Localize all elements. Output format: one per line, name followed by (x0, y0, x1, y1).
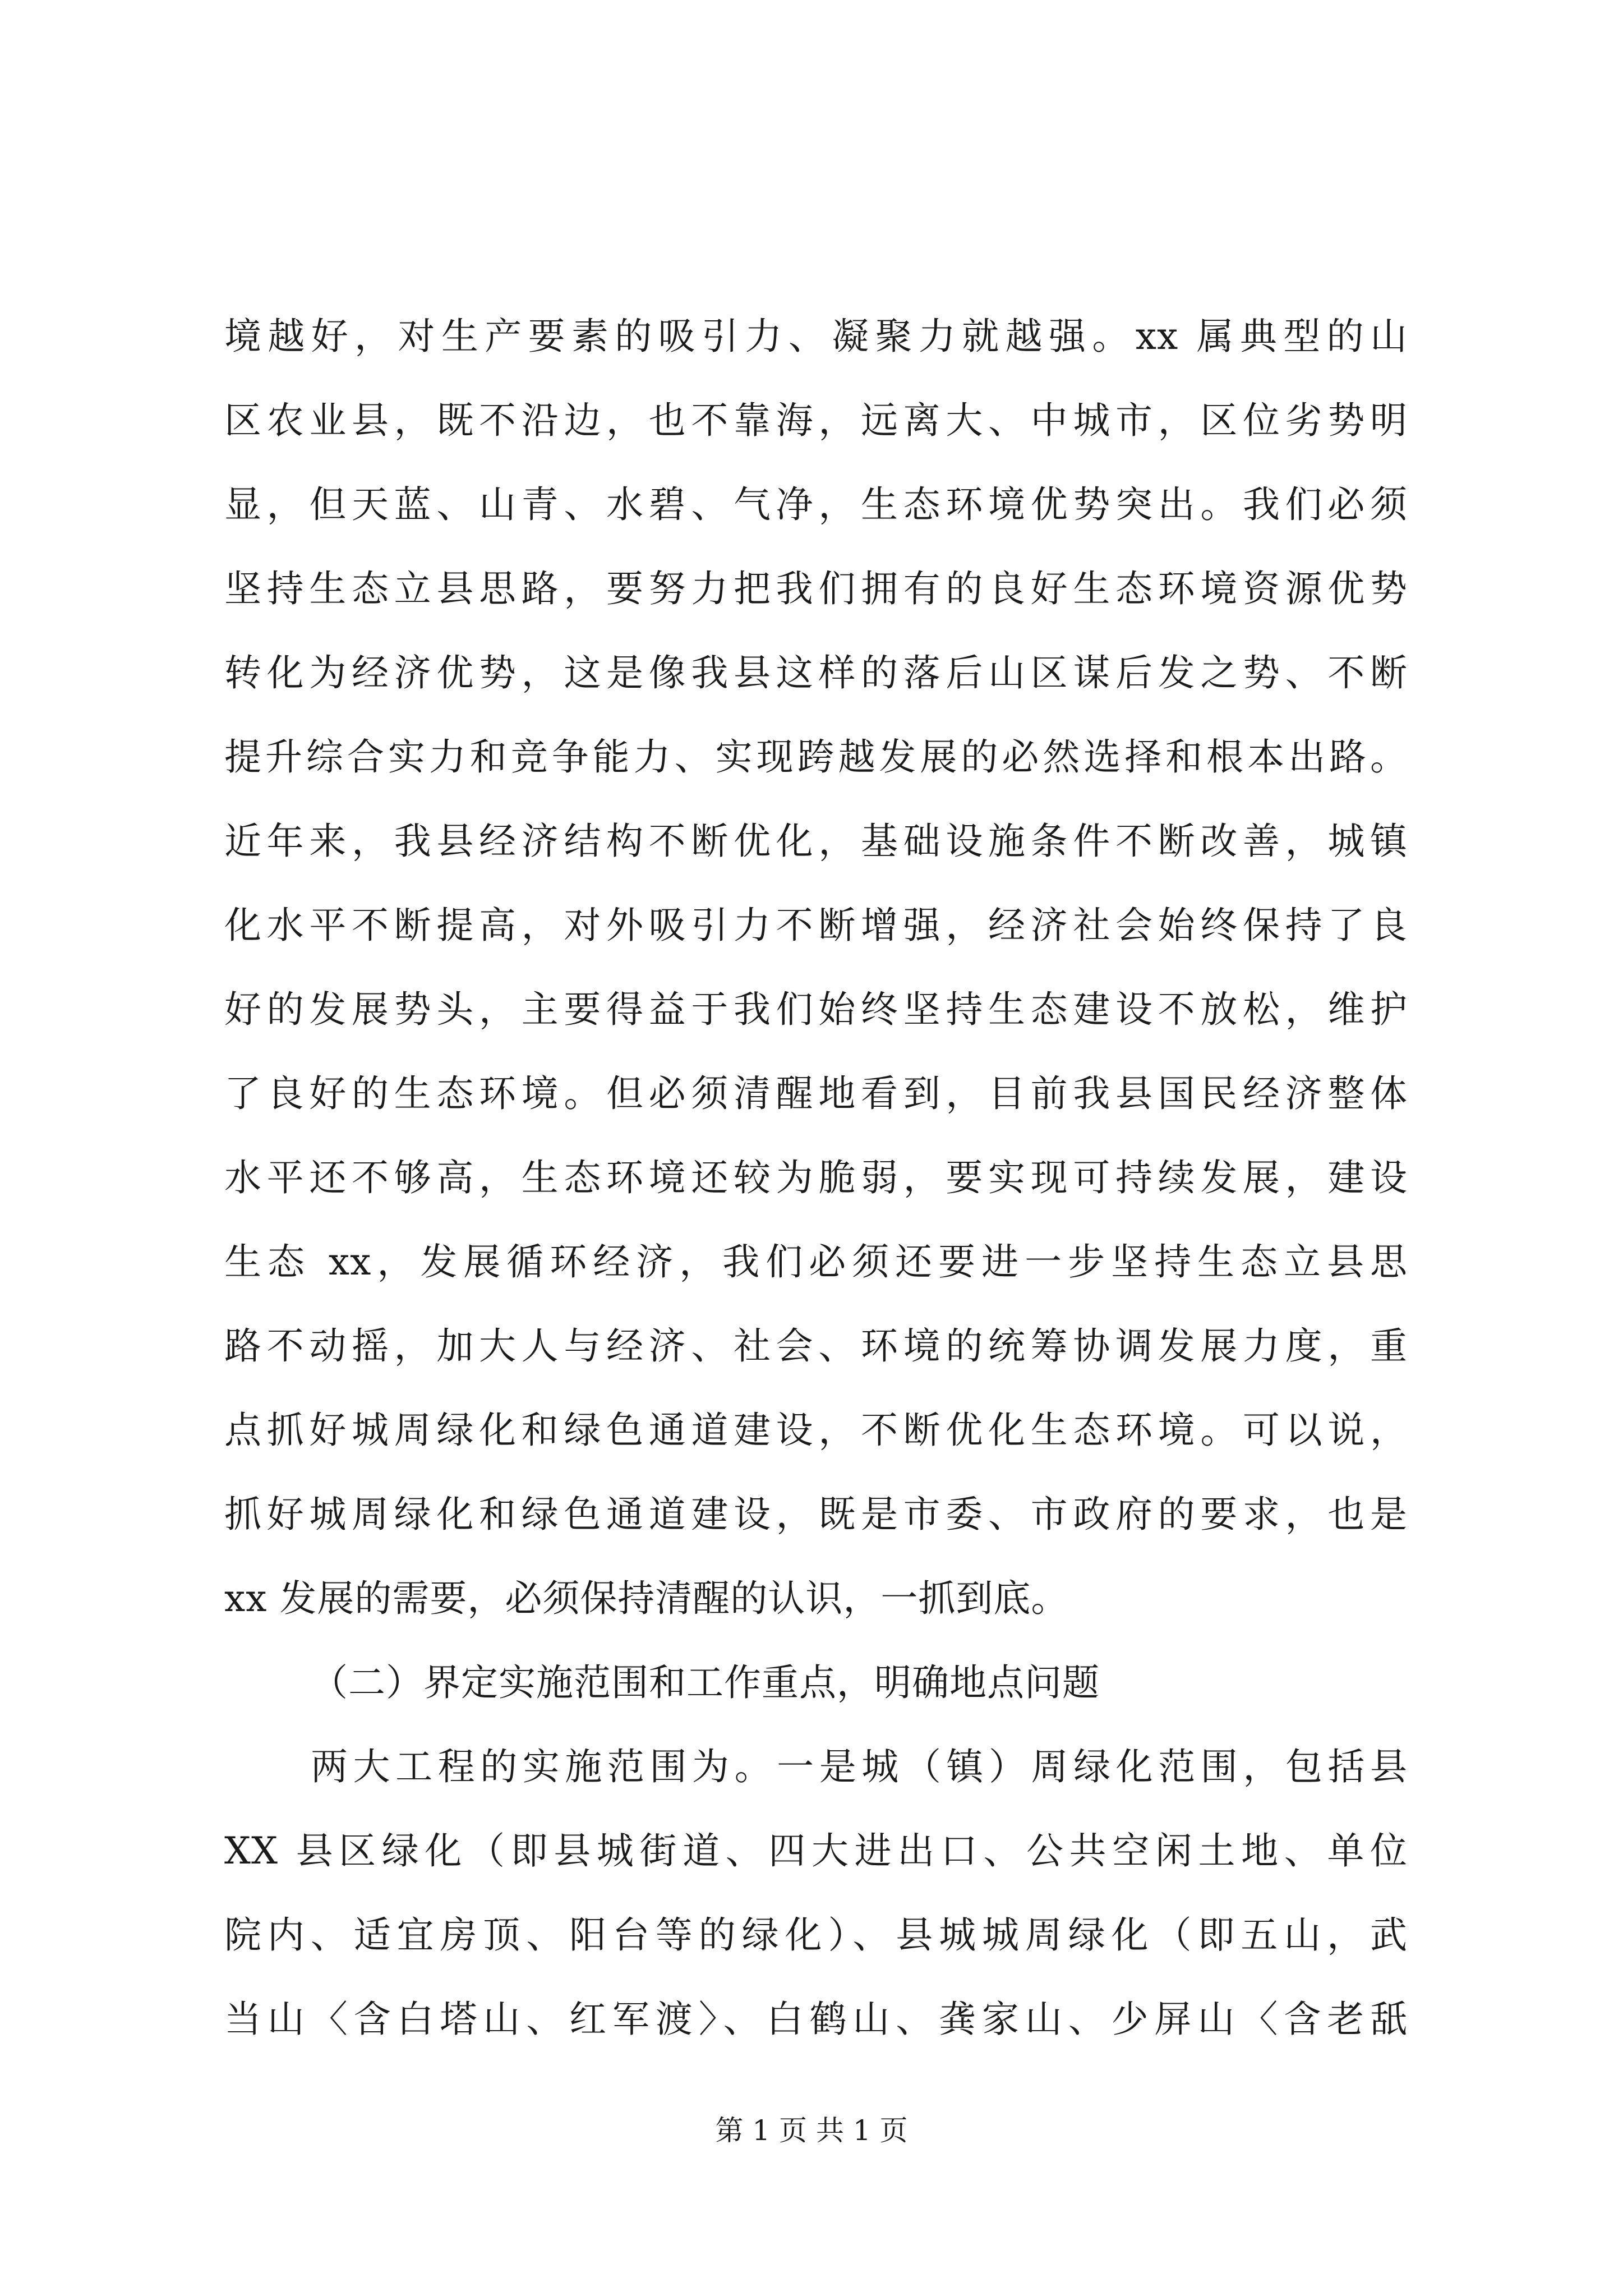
paragraph-line: 近年来，我县经济结构不断优化，基础设施条件不断改善，城镇 (224, 820, 1408, 863)
paragraph-line: 水平还不够高，生态环境还较为脆弱，要实现可持续发展，建设 (224, 1156, 1408, 1199)
paragraph-line: 好的发展势头，主要得益于我们始终坚持生态建设不放松，维护 (224, 988, 1408, 1031)
paragraph-line: 了良好的生态环境。但必须清醒地看到，目前我县国民经济整体 (224, 1072, 1408, 1115)
paragraph-line: 点抓好城周绿化和绿色通道建设，不断优化生态环境。可以说， (224, 1409, 1408, 1452)
paragraph-line: 化水平不断提高，对外吸引力不断增强，经济社会始终保持了良 (224, 904, 1408, 947)
paragraph-line: 境越好，对生产要素的吸引力、凝聚力就越强。xx 属典型的山 (224, 315, 1408, 358)
paragraph-line: 院内、适宜房顶、阳台等的绿化）、县城城周绿化（即五山，武 (224, 1913, 1408, 1957)
paragraph-line: 路不动摇，加大人与经济、社会、环境的统筹协调发展力度，重 (224, 1324, 1408, 1368)
paragraph-line: XX 县区绿化（即县城街道、四大进出口、公共空闲土地、单位 (224, 1829, 1408, 1872)
page-number-footer: 第 1 页 共 1 页 (715, 2114, 908, 2147)
paragraph-line: xx 发展的需要，必须保持清醒的认识，一抓到底。 (224, 1577, 1069, 1620)
paragraph-line: 坚持生态立县思路，要努力把我们拥有的良好生态环境资源优势 (224, 567, 1408, 610)
paragraph-line: 两大工程的实施范围为。一是城（镇）周绿化范围，包括县 (311, 1745, 1408, 1788)
paragraph-line: 生态 xx，发展循环经济，我们必须还要进一步坚持生态立县思 (224, 1240, 1408, 1283)
section-heading: （二）界定实施范围和工作重点，明确地点问题 (311, 1661, 1100, 1704)
paragraph-line: 转化为经济优势，这是像我县这样的落后山区谋后发之势、不断 (224, 651, 1408, 694)
document-body (224, 295, 1408, 2062)
paragraph-line: 抓好城周绿化和绿色通道建设，既是市委、市政府的要求，也是 (224, 1493, 1408, 1536)
paragraph-line: 当山〈含白塔山、红军渡〉、白鹤山、龚家山、少屏山〈含老舐 (224, 1998, 1408, 2041)
paragraph-line: 显，但天蓝、山青、水碧、气净，生态环境优势突出。我们必须 (224, 483, 1408, 526)
paragraph-line: 区农业县，既不沿边，也不靠海，远离大、中城市，区位劣势明 (224, 399, 1408, 442)
paragraph-line: 提升综合实力和竞争能力、实现跨越发展的必然选择和根本出路。 (224, 735, 1408, 779)
